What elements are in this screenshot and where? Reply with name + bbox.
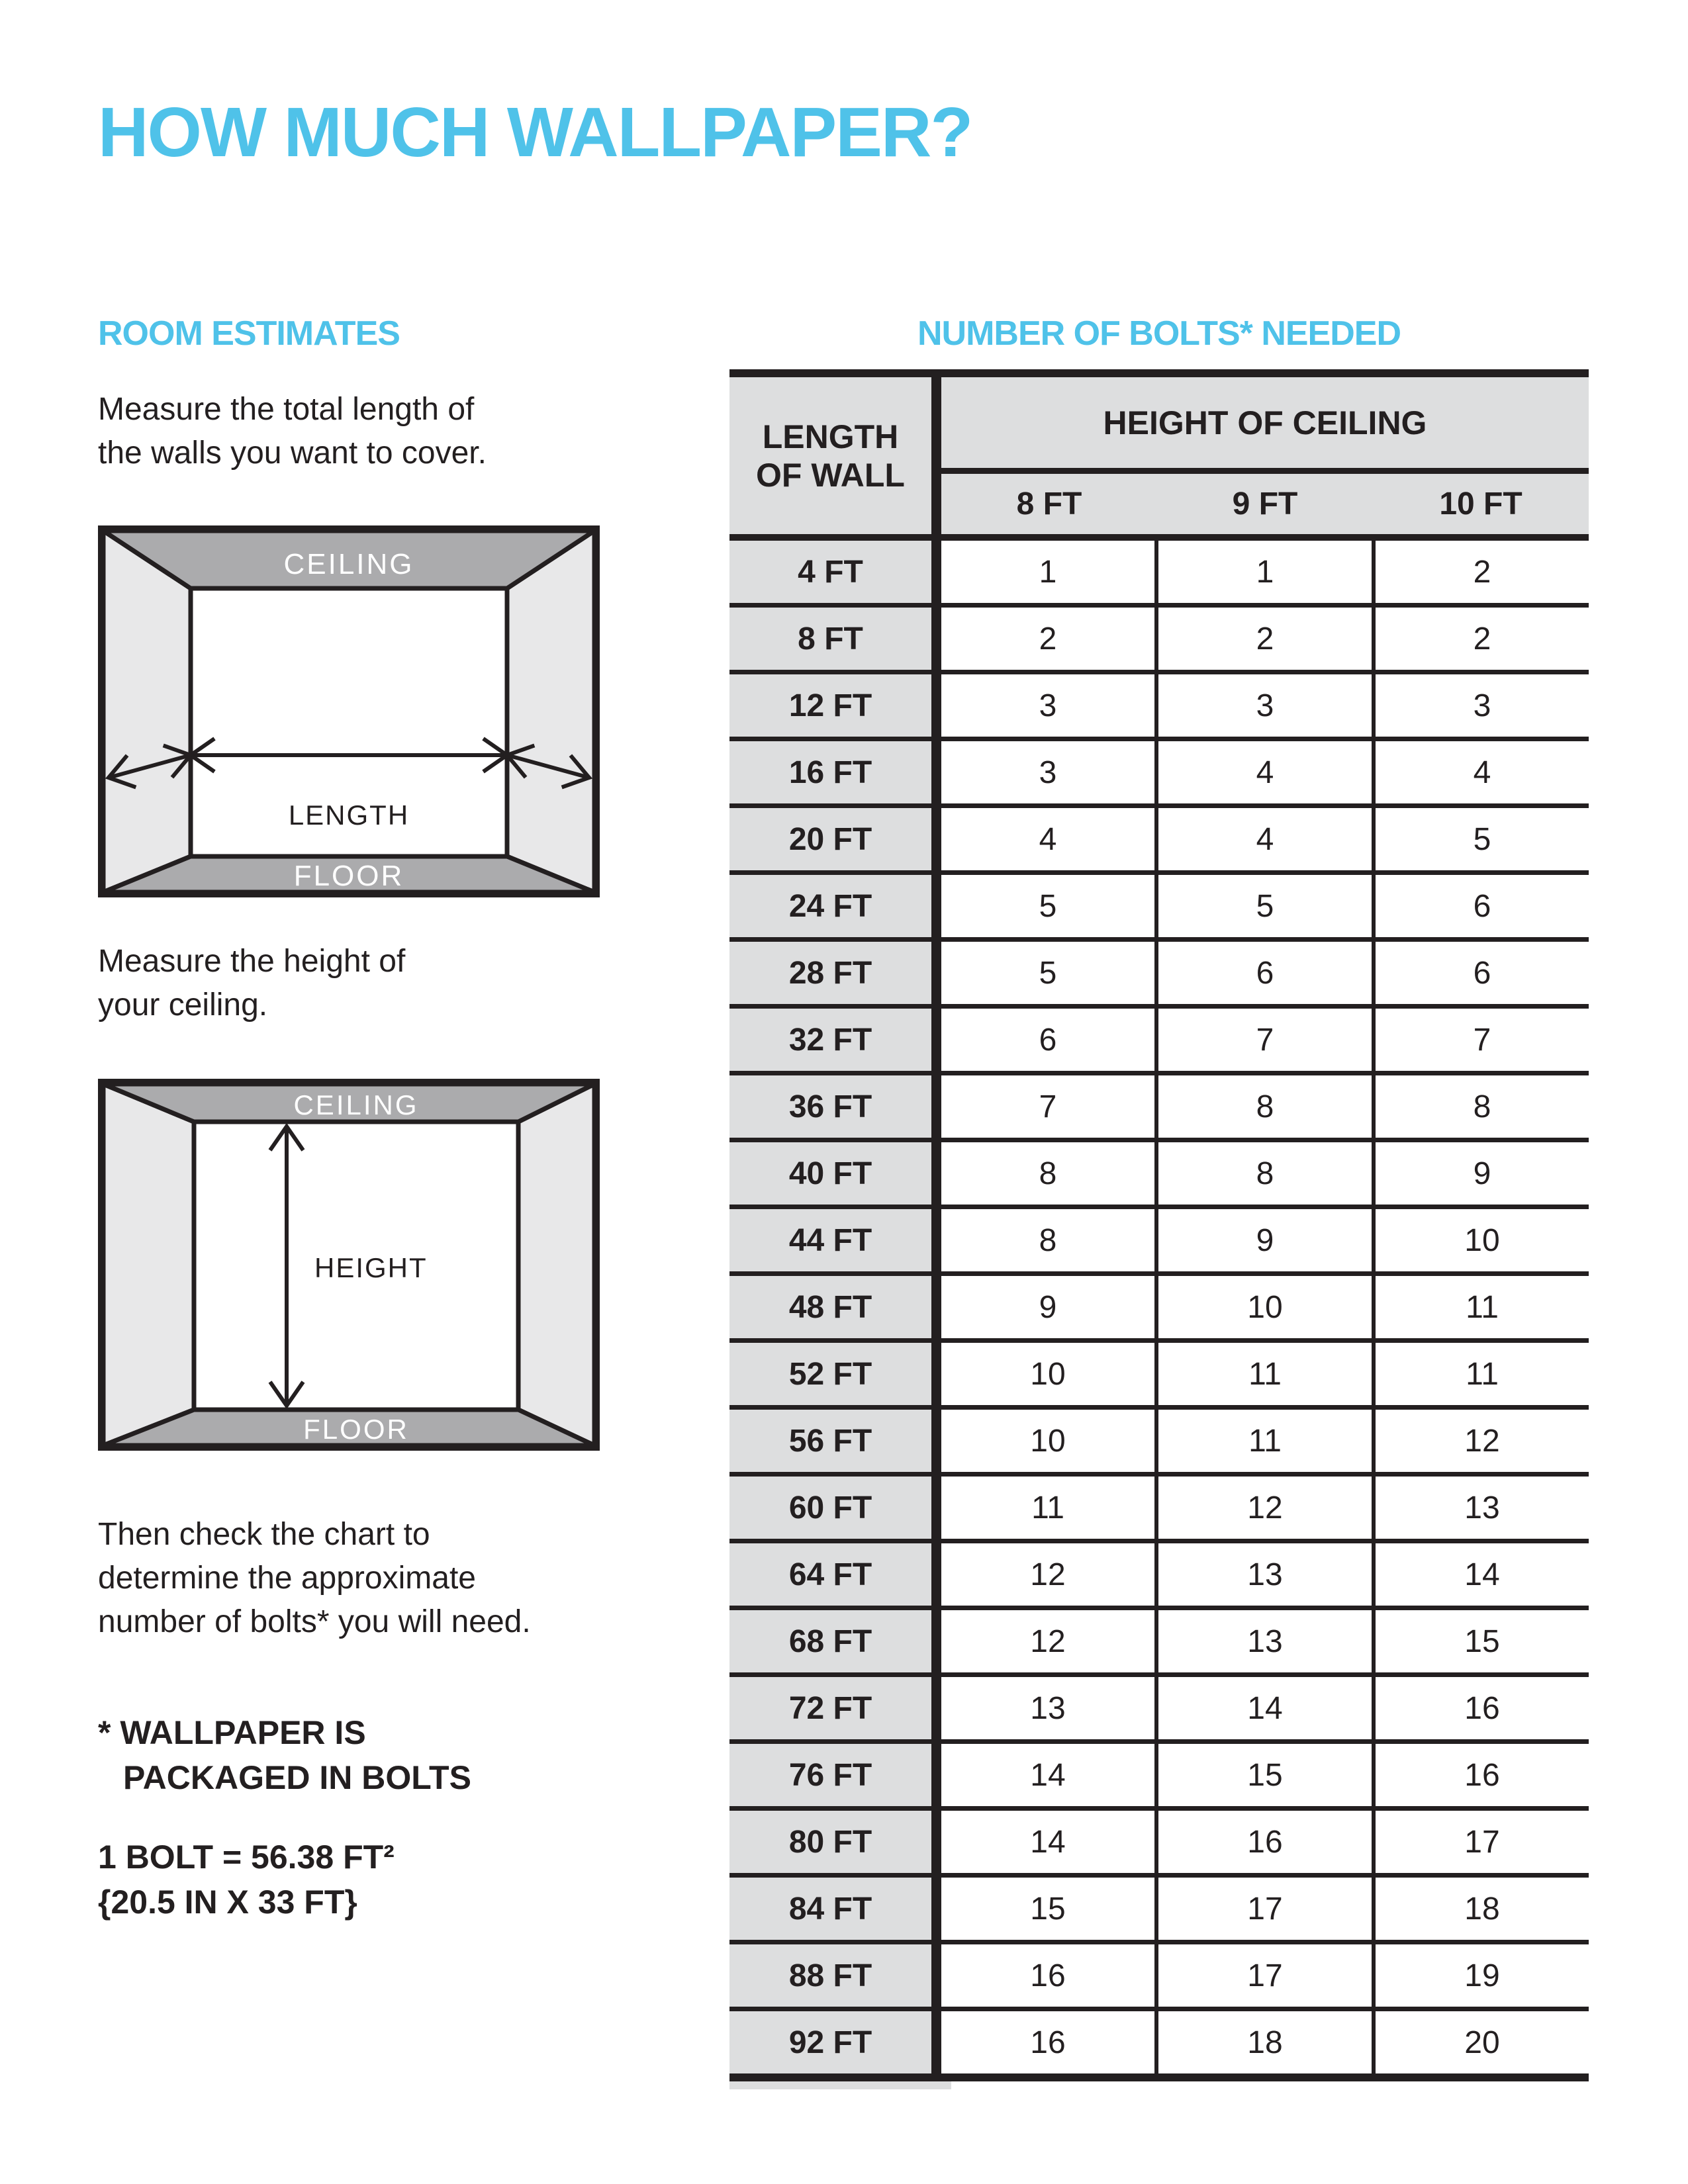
bolts-needed-column [729, 316, 1589, 2089]
table-row [729, 1410, 1589, 1477]
table-row [729, 1878, 1589, 1944]
bolt-count-cell: 11 [941, 1477, 1154, 1539]
row-values [941, 1677, 1589, 1739]
table-row [729, 1343, 1589, 1410]
bolt-count-cell: 11 [1154, 1343, 1372, 1405]
table-row [729, 1209, 1589, 1276]
bolt-count-cell: 9 [941, 1276, 1154, 1338]
table-row [729, 1276, 1589, 1343]
bolt-count-cell: 19 [1372, 1944, 1589, 2007]
ceiling-height-header-group [941, 377, 1589, 541]
bolt-count-cell: 1 [941, 541, 1154, 603]
bolt-count-cell: 8 [941, 1142, 1154, 1205]
bolt-count-cell: 16 [941, 2011, 1154, 2073]
row-values [941, 741, 1589, 803]
row-values [941, 1142, 1589, 1205]
bolt-count-cell: 4 [1154, 808, 1372, 870]
bolt-count-cell: 16 [1154, 1811, 1372, 1873]
bolt-count-cell: 3 [1154, 674, 1372, 737]
table-row [729, 942, 1589, 1009]
table-row [729, 608, 1589, 674]
table-row [729, 875, 1589, 942]
bolt-count-cell: 12 [941, 1543, 1154, 1606]
wall-length-row-label: 28 FT [729, 942, 941, 1004]
row-values [941, 942, 1589, 1004]
bolt-count-cell: 9 [1372, 1142, 1589, 1205]
wall-length-row-label: 24 FT [729, 875, 941, 937]
bolt-count-cell: 14 [1372, 1543, 1589, 1606]
column-header-8ft: 8 FT [1016, 486, 1082, 522]
length-of-wall-header-line-2: OF WALL [756, 456, 905, 494]
wall-length-row-label: 92 FT [729, 2011, 941, 2073]
bolt-count-cell: 14 [1154, 1677, 1372, 1739]
wall-length-row-label: 88 FT [729, 1944, 941, 2007]
bolt-count-cell: 3 [941, 741, 1154, 803]
bolt-count-cell: 14 [941, 1811, 1154, 1873]
wall-length-row-label: 72 FT [729, 1677, 941, 1739]
column-header-9ft: 9 FT [1232, 486, 1298, 522]
step-1-line-2: the walls you want to cover. [98, 435, 487, 471]
bolt-count-cell: 2 [941, 608, 1154, 670]
bolt-count-cell: 10 [1154, 1276, 1372, 1338]
bolt-count-cell: 8 [1154, 1075, 1372, 1138]
table-row [729, 674, 1589, 741]
row-values [941, 541, 1589, 603]
row-values [941, 1477, 1589, 1539]
wall-length-row-label: 44 FT [729, 1209, 941, 1271]
bolt-count-cell: 8 [1154, 1142, 1372, 1205]
wall-length-row-label: 8 FT [729, 608, 941, 670]
row-values [941, 1878, 1589, 1940]
bolt-size-info [98, 1835, 700, 1925]
bolt-count-cell: 11 [1372, 1276, 1589, 1338]
table-row [729, 1142, 1589, 1209]
bolt-count-cell: 3 [1372, 674, 1589, 737]
bolt-count-cell: 2 [1372, 541, 1589, 603]
table-body [729, 541, 1589, 2081]
room-length-diagram [98, 525, 600, 897]
left-wall-surface [103, 531, 191, 892]
wallpaper-bolts-footnote [98, 1710, 700, 1800]
wall-length-row-label: 80 FT [729, 1811, 941, 1873]
room-estimates-heading: ROOM ESTIMATES [98, 314, 400, 353]
height-label: HEIGHT [314, 1252, 428, 1283]
step-1-text [98, 388, 700, 475]
wall-length-row-label: 68 FT [729, 1610, 941, 1672]
step-2-text [98, 940, 700, 1027]
wall-length-row-label: 76 FT [729, 1744, 941, 1806]
bolt-count-cell: 6 [1154, 942, 1372, 1004]
bolt-count-cell: 16 [941, 1944, 1154, 2007]
wall-length-row-label: 56 FT [729, 1410, 941, 1472]
step-3-line-3: number of bolts* you will need. [98, 1604, 531, 1639]
bolt-count-cell: 7 [1372, 1009, 1589, 1071]
column-header-10ft: 10 FT [1439, 486, 1523, 522]
table-row [729, 1811, 1589, 1878]
ceiling-label: CEILING [283, 548, 414, 580]
table-header [729, 369, 1589, 541]
wall-length-row-label: 52 FT [729, 1343, 941, 1405]
ceiling-label: CEILING [293, 1089, 419, 1120]
row-values [941, 1009, 1589, 1071]
wall-length-row-label: 4 FT [729, 541, 941, 603]
bolt-count-cell: 4 [1372, 741, 1589, 803]
bolt-count-cell: 6 [1372, 942, 1589, 1004]
wall-length-row-label: 32 FT [729, 1009, 941, 1071]
row-values [941, 1610, 1589, 1672]
bolt-count-cell: 5 [1372, 808, 1589, 870]
wall-length-row-label: 16 FT [729, 741, 941, 803]
ceiling-height-subheaders [941, 474, 1589, 541]
length-of-wall-header [729, 377, 941, 541]
bolt-count-cell: 5 [1154, 875, 1372, 937]
bolt-count-cell: 17 [1154, 1944, 1372, 2007]
table-footer-tab [729, 2081, 951, 2089]
row-values [941, 2011, 1589, 2073]
wall-length-row-label: 36 FT [729, 1075, 941, 1138]
bolt-count-cell: 15 [941, 1878, 1154, 1940]
bolt-count-cell: 13 [941, 1677, 1154, 1739]
bolt-count-cell: 14 [941, 1744, 1154, 1806]
length-label: LENGTH [288, 799, 410, 831]
bolt-count-cell: 9 [1154, 1209, 1372, 1271]
wall-length-row-label: 20 FT [729, 808, 941, 870]
table-row [729, 1477, 1589, 1543]
table-row [729, 1610, 1589, 1677]
left-wall-surface [103, 1084, 194, 1445]
table-row [729, 1744, 1589, 1811]
bolt-count-cell: 5 [941, 875, 1154, 937]
height-of-ceiling-header: HEIGHT OF CEILING [941, 377, 1589, 474]
row-values [941, 1276, 1589, 1338]
bolt-count-cell: 11 [1372, 1343, 1589, 1405]
step-3-line-2: determine the approximate [98, 1561, 476, 1596]
bolt-count-cell: 8 [941, 1209, 1154, 1271]
footnote-line-2: PACKAGED IN BOLTS [123, 1759, 471, 1796]
row-values [941, 1811, 1589, 1873]
row-values [941, 1944, 1589, 2007]
bolt-count-cell: 3 [941, 674, 1154, 737]
bolt-count-cell: 13 [1154, 1543, 1372, 1606]
step-2-line-1: Measure the height of [98, 944, 406, 979]
bolts-table [729, 369, 1589, 2089]
table-row [729, 2011, 1589, 2073]
bolt-count-cell: 16 [1372, 1677, 1589, 1739]
right-wall-surface [507, 531, 594, 892]
row-values [941, 608, 1589, 670]
bolt-count-cell: 20 [1372, 2011, 1589, 2073]
bolt-count-cell: 7 [941, 1075, 1154, 1138]
bolt-count-cell: 12 [1372, 1410, 1589, 1472]
bolt-count-cell: 11 [1154, 1410, 1372, 1472]
bolt-count-cell: 17 [1372, 1811, 1589, 1873]
table-row [729, 1009, 1589, 1075]
row-values [941, 674, 1589, 737]
bolt-count-cell: 2 [1372, 608, 1589, 670]
bolt-count-cell: 6 [1372, 875, 1589, 937]
bolts-needed-heading: NUMBER OF BOLTS* NEEDED [917, 314, 1401, 353]
bolt-count-cell: 10 [1372, 1209, 1589, 1271]
step-2-line-2: your ceiling. [98, 987, 268, 1023]
bolt-count-cell: 10 [941, 1343, 1154, 1405]
bolt-count-cell: 4 [1154, 741, 1372, 803]
bolt-count-cell: 1 [1154, 541, 1372, 603]
wall-length-row-label: 48 FT [729, 1276, 941, 1338]
table-row [729, 1944, 1589, 2011]
bolt-count-cell: 5 [941, 942, 1154, 1004]
step-3-text [98, 1513, 700, 1644]
table-row [729, 1677, 1589, 1744]
bolt-count-cell: 15 [1154, 1744, 1372, 1806]
wall-length-row-label: 40 FT [729, 1142, 941, 1205]
step-3-line-1: Then check the chart to [98, 1517, 430, 1552]
bolt-size-line-1: 1 BOLT = 56.38 FT² [98, 1839, 395, 1876]
table-row [729, 741, 1589, 808]
footnote-line-1: * WALLPAPER IS [98, 1714, 366, 1751]
room-height-diagram [98, 1079, 600, 1451]
row-values [941, 875, 1589, 937]
bolt-count-cell: 6 [941, 1009, 1154, 1071]
table-row [729, 1543, 1589, 1610]
row-values [941, 1075, 1589, 1138]
wall-length-row-label: 12 FT [729, 674, 941, 737]
row-values [941, 1744, 1589, 1806]
wall-length-row-label: 64 FT [729, 1543, 941, 1606]
row-values [941, 808, 1589, 870]
wall-length-row-label: 84 FT [729, 1878, 941, 1940]
bolt-count-cell: 8 [1372, 1075, 1589, 1138]
bolt-count-cell: 13 [1154, 1610, 1372, 1672]
bolt-count-cell: 16 [1372, 1744, 1589, 1806]
row-values [941, 1410, 1589, 1472]
bolt-count-cell: 17 [1154, 1878, 1372, 1940]
bolt-count-cell: 13 [1372, 1477, 1589, 1539]
floor-label: FLOOR [303, 1414, 409, 1445]
page-title: HOW MUCH WALLPAPER? [98, 93, 972, 171]
right-wall-surface [518, 1084, 594, 1445]
bolt-count-cell: 18 [1154, 2011, 1372, 2073]
length-of-wall-header-line-1: LENGTH [762, 418, 899, 455]
step-1-line-1: Measure the total length of [98, 392, 475, 427]
bolt-count-cell: 10 [941, 1410, 1154, 1472]
table-row [729, 1075, 1589, 1142]
floor-label: FLOOR [293, 860, 404, 892]
bolt-count-cell: 12 [941, 1610, 1154, 1672]
bolt-count-cell: 12 [1154, 1477, 1372, 1539]
bolt-count-cell: 15 [1372, 1610, 1589, 1672]
wall-length-row-label: 60 FT [729, 1477, 941, 1539]
bolt-count-cell: 2 [1154, 608, 1372, 670]
table-row [729, 541, 1589, 608]
room-estimates-column [98, 316, 700, 1925]
bolt-size-line-2: {20.5 IN X 33 FT} [98, 1884, 357, 1921]
bolt-count-cell: 7 [1154, 1009, 1372, 1071]
bolt-count-cell: 18 [1372, 1878, 1589, 1940]
row-values [941, 1543, 1589, 1606]
row-values [941, 1343, 1589, 1405]
bolt-count-cell: 4 [941, 808, 1154, 870]
table-row [729, 808, 1589, 875]
row-values [941, 1209, 1589, 1271]
